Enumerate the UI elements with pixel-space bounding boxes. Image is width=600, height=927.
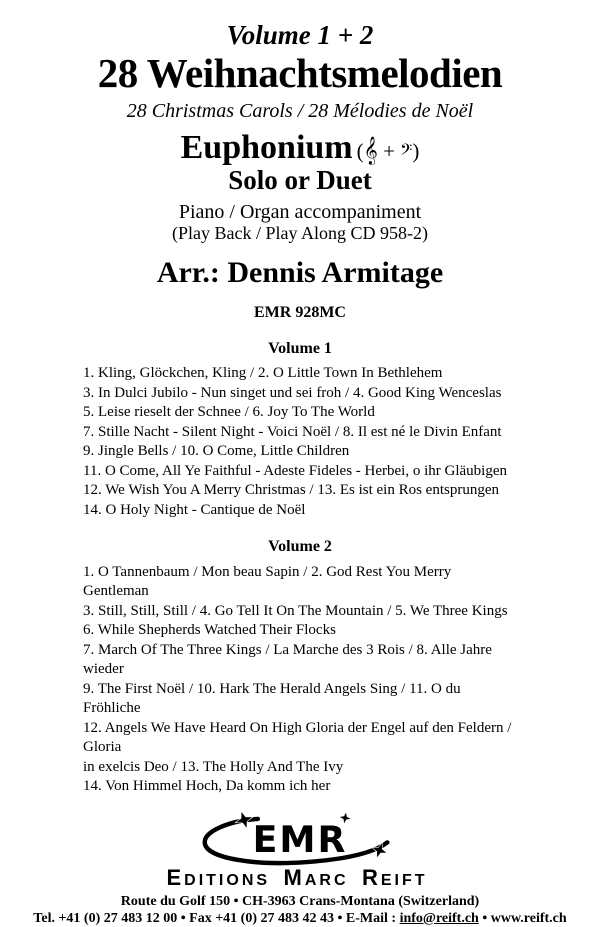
treble-clef-icon: 𝄞	[363, 136, 378, 165]
song-list-line: 6. While Shepherds Watched Their Flocks	[83, 622, 336, 639]
song-list-line: 3. In Dulci Jubilo - Nun singet und sei froh / 4. Good King Wenceslas	[83, 384, 502, 401]
format-line: Solo or Duet	[228, 165, 372, 196]
bass-clef-icon: 𝄢	[400, 141, 413, 164]
publisher-initial: E	[166, 864, 185, 890]
volume1-song-list	[83, 364, 517, 520]
publisher-name	[0, 864, 600, 890]
open-paren: (	[356, 139, 364, 164]
cd-info-line: (Play Back / Play Along CD 958-2)	[172, 223, 428, 244]
song-list-line: 5. Leise rieselt der Schnee / 6. Joy To The World	[83, 404, 375, 421]
publisher-word-rest: ARC	[304, 871, 349, 889]
contact-prefix: Tel. +41 (0) 27 483 12 00 • Fax +41 (0) 27 483 42 43 • E-Mail :	[33, 910, 400, 926]
song-list-line: 1. O Tannenbaum / Mon beau Sapin / 2. God Rest You Merry Gentleman	[83, 563, 452, 600]
song-list-line: 14. Von Himmel Hoch, Da komm ich her	[83, 778, 331, 795]
publisher-contact-line	[0, 911, 600, 927]
song-list-line: 7. March Of The Three Kings / La Marche des 3 Rois / 8. Alle Jahre wieder	[83, 641, 492, 678]
contact-separator: •	[478, 910, 491, 926]
song-list-line: 1. Kling, Glöckchen, Kling / 2. O Little Town In Bethlehem	[83, 365, 443, 382]
page-title: 28 Weihnachtsmelodien	[97, 50, 503, 97]
publisher-initial: R	[361, 864, 381, 890]
song-list-line: 3. Still, Still, Still / 4. Go Tell It On The Mountain / 5. We Three Kings	[83, 602, 508, 619]
website-text: www.reift.ch	[490, 910, 567, 926]
song-list-line: 14. O Holy Night - Cantique de Noël	[83, 501, 306, 518]
subtitle: 28 Christmas Carols / 28 Mélodies de Noël	[126, 100, 474, 123]
publisher-word-rest: EIFT	[380, 871, 428, 889]
song-list-line: 12. We Wish You A Merry Christmas / 13. Es ist ein Ros entsprungen	[83, 482, 499, 499]
volume2-heading: Volume 2	[268, 538, 332, 556]
volume-label: Volume 1 + 2	[226, 20, 374, 50]
song-list-line: in exelcis Deo / 13. The Holly And The Ivy	[83, 758, 344, 775]
emr-logo-text: EMR	[252, 817, 348, 861]
emr-logo	[0, 811, 600, 867]
accompaniment-line: Piano / Organ accompaniment	[178, 201, 422, 224]
publisher-initial: M	[283, 864, 305, 890]
clef-group	[356, 136, 420, 165]
song-list-line: 9. Jingle Bells / 10. O Come, Little Children	[83, 443, 350, 460]
publisher-address: Route du Golf 150 • CH-3963 Crans-Montana (Switzerland)	[120, 893, 480, 909]
publisher-word-rest: DITIONS	[184, 871, 271, 889]
plus-sign: +	[377, 139, 401, 164]
volume1-heading: Volume 1	[268, 339, 332, 357]
song-list-line: 7. Stille Nacht - Silent Night - Voici Noël / 8. Il est né le Divin Enfant	[83, 423, 502, 440]
catalog-number: EMR 928MC	[254, 303, 346, 321]
song-list-line: 11. O Come, All Ye Faithful - Adeste Fideles - Herbei, o ihr Gläubigen	[83, 462, 507, 479]
email-link[interactable]: info@reift.ch	[399, 910, 479, 926]
song-list-line: 12. Angels We Have Heard On High Gloria der Engel auf den Feldern / Gloria	[83, 719, 512, 756]
instrument-line	[0, 129, 600, 166]
close-paren: )	[412, 139, 420, 164]
volume2-song-list	[83, 563, 517, 797]
instrument-name: Euphonium	[180, 129, 353, 167]
song-list-line: 9. The First Noël / 10. Hark The Herald Angels Sing / 11. O du Fröhliche	[83, 680, 461, 717]
arranger-line: Arr.: Dennis Armitage	[156, 255, 444, 289]
